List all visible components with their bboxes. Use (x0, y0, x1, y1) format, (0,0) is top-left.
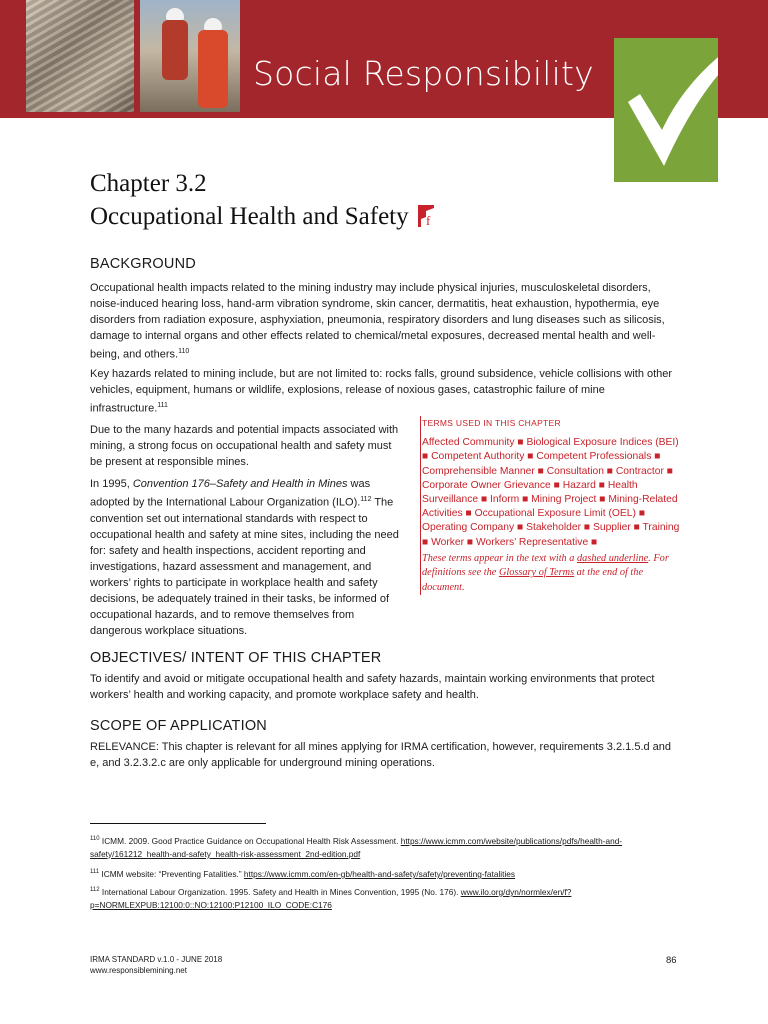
workers-photo (140, 0, 240, 112)
footnote-110: $^{110}$ ICMM. 2009. Good Practice Guidance on Occupational Health Risk Assessment. https://www.icmm.com/website/publications/pdfs/health-and-safety/161212_health-and-safety_health-risk-assessment_2nd-edition.pdf (90, 835, 623, 859)
objectives-heading: OBJECTIVES/ INTENT OF THIS CHAPTER (90, 650, 382, 666)
footnote-link[interactable]: www.ilo.org/dyn/normlex/en/f?p=NORMLEXPUB:12100:0::NO:12100:P12100_ILO_CODE:C176 (90, 886, 572, 910)
footnote-112: $^{112}$ International Labour Organization. 1995. Safety and Health in Mines Convention, 1995 (No. 176). www.ilo.org/dyn/normlex/en/f?p=NORMLEXPUB:12100:0::NO:12100:P12100_ILO_CODE:C176 (90, 886, 572, 910)
terms-box (420, 416, 681, 595)
scope-heading: SCOPE OF APPLICATION (90, 718, 267, 734)
footer-website[interactable]: www.responsiblemining.net (90, 966, 187, 975)
background-paragraph-4: In 1995, Convention 176–Safety and Health in Mines was adopted by the International Labour Organization (ILO).$^{112}$ The convention set out international standards with respect to occupational health and safety at mine sites, including the need for: safety and health inspections, accident reporting and investigations, hazard assessment and management, and workers’ rights to participate in workplace health and safety decisions, be adequately trained in their tasks, be informed of occupational hazards, and to remove themselves from dangerous workplace situations. (90, 478, 399, 637)
objectives-text: To identify and avoid or mitigate occupational health and safety hazards, maintain working environments that protect workers’ health and working capacity, and promote workplace safety and health. (90, 673, 655, 701)
footer-standard: IRMA STANDARD v.1.0 - JUNE 2018 (90, 955, 223, 964)
chapter-number: Chapter 3.2 (90, 170, 207, 197)
footnote-link[interactable]: https://www.icmm.com/en-gb/health-and-safety/safety/preventing-fatalities (243, 868, 516, 879)
chapter-title: Occupational Health and Safety (90, 203, 409, 230)
footnote-111: $^{111}$ ICMM website: “Preventing Fatalities.” https://www.icmm.com/en-gb/health-and-safety/safety/preventing-fatalities (90, 868, 516, 879)
terms-title: TERMS USED IN THIS CHAPTER (422, 418, 561, 428)
hard-hat-icon (166, 8, 184, 20)
footer-info (90, 954, 222, 976)
hard-hat-icon (204, 18, 222, 30)
worker-figure (198, 30, 228, 108)
terms-list: Affected Community ■ Biological Exposure Indices (BEI) ■ Competent Authority ■ Competent Professionals ■ Comprehensible Manner ■ Consultation ■ Contractor ■ Corporate Owner Grievance ■ Hazard ■ Health Surveillance ■ Inform ■ Mining Project ■ Mining-Related Activities ■ Occupational Exposure Limit (OEL) ■ Operating Company ■ Stakeholder ■ Supplier ■ Training ■ Worker ■ Workers’ Representative ■ (422, 437, 680, 548)
footnote-link[interactable]: https://www.icmm.com/website/publications/pdfs/health-and-safety/161212_health-and-safety_health-risk-assessment_2nd-edition.pdf (90, 835, 623, 859)
glossary-link[interactable]: Glossary of Terms (498, 567, 575, 579)
mine-photo (26, 0, 134, 112)
background-heading: BACKGROUND (90, 256, 196, 272)
page-number: 86 (666, 955, 677, 966)
flag-icon (417, 204, 435, 228)
background-paragraph-1: Occupational health impacts related to the mining industry may include physical injuries, musculoskeletal disorders, noise-induced hearing loss, hand-arm vibration syndrome, skin cancer, dermatitis, heat exhaustion, hypothermia, eye disorders from radiation exposure, asphyxiation, pneumonia, respiratory disorders and lung diseases such as silicosis, damage to internal organs and other effects related to chemical/metal exposures, decreased mental health and well-being, and others.$^{110}$ (90, 282, 665, 361)
section-title: Social Responsibility (253, 54, 594, 93)
footnote-divider (90, 823, 266, 824)
checkmark-icon (614, 38, 718, 182)
worker-figure (162, 20, 188, 80)
background-paragraph-2: Key hazards related to mining include, but are not limited to: rocks falls, ground subsidence, vehicle collisions with other vehicles, equipment, humans or wildlife, explosions, release of noxious gases, catastrophic failure of mine infrastructure.$^{111}$ (90, 368, 673, 415)
background-paragraph-3: Due to the many hazards and potential impacts associated with mining, a strong focus on occupational health and safety must be present at responsible mines. (90, 424, 399, 468)
chapter-heading (90, 168, 435, 233)
terms-note: These terms appear in the text with a dashed underline. For definitions see the Glossary of Terms at the end of the document. (422, 552, 669, 593)
svg-text:f: f (425, 213, 430, 228)
scope-text: RELEVANCE: This chapter is relevant for all mines applying for IRMA certification, however, requirements 3.2.1.5.d and e, and 3.2.3.2.c are only applicable for underground mining operations. (90, 741, 672, 769)
